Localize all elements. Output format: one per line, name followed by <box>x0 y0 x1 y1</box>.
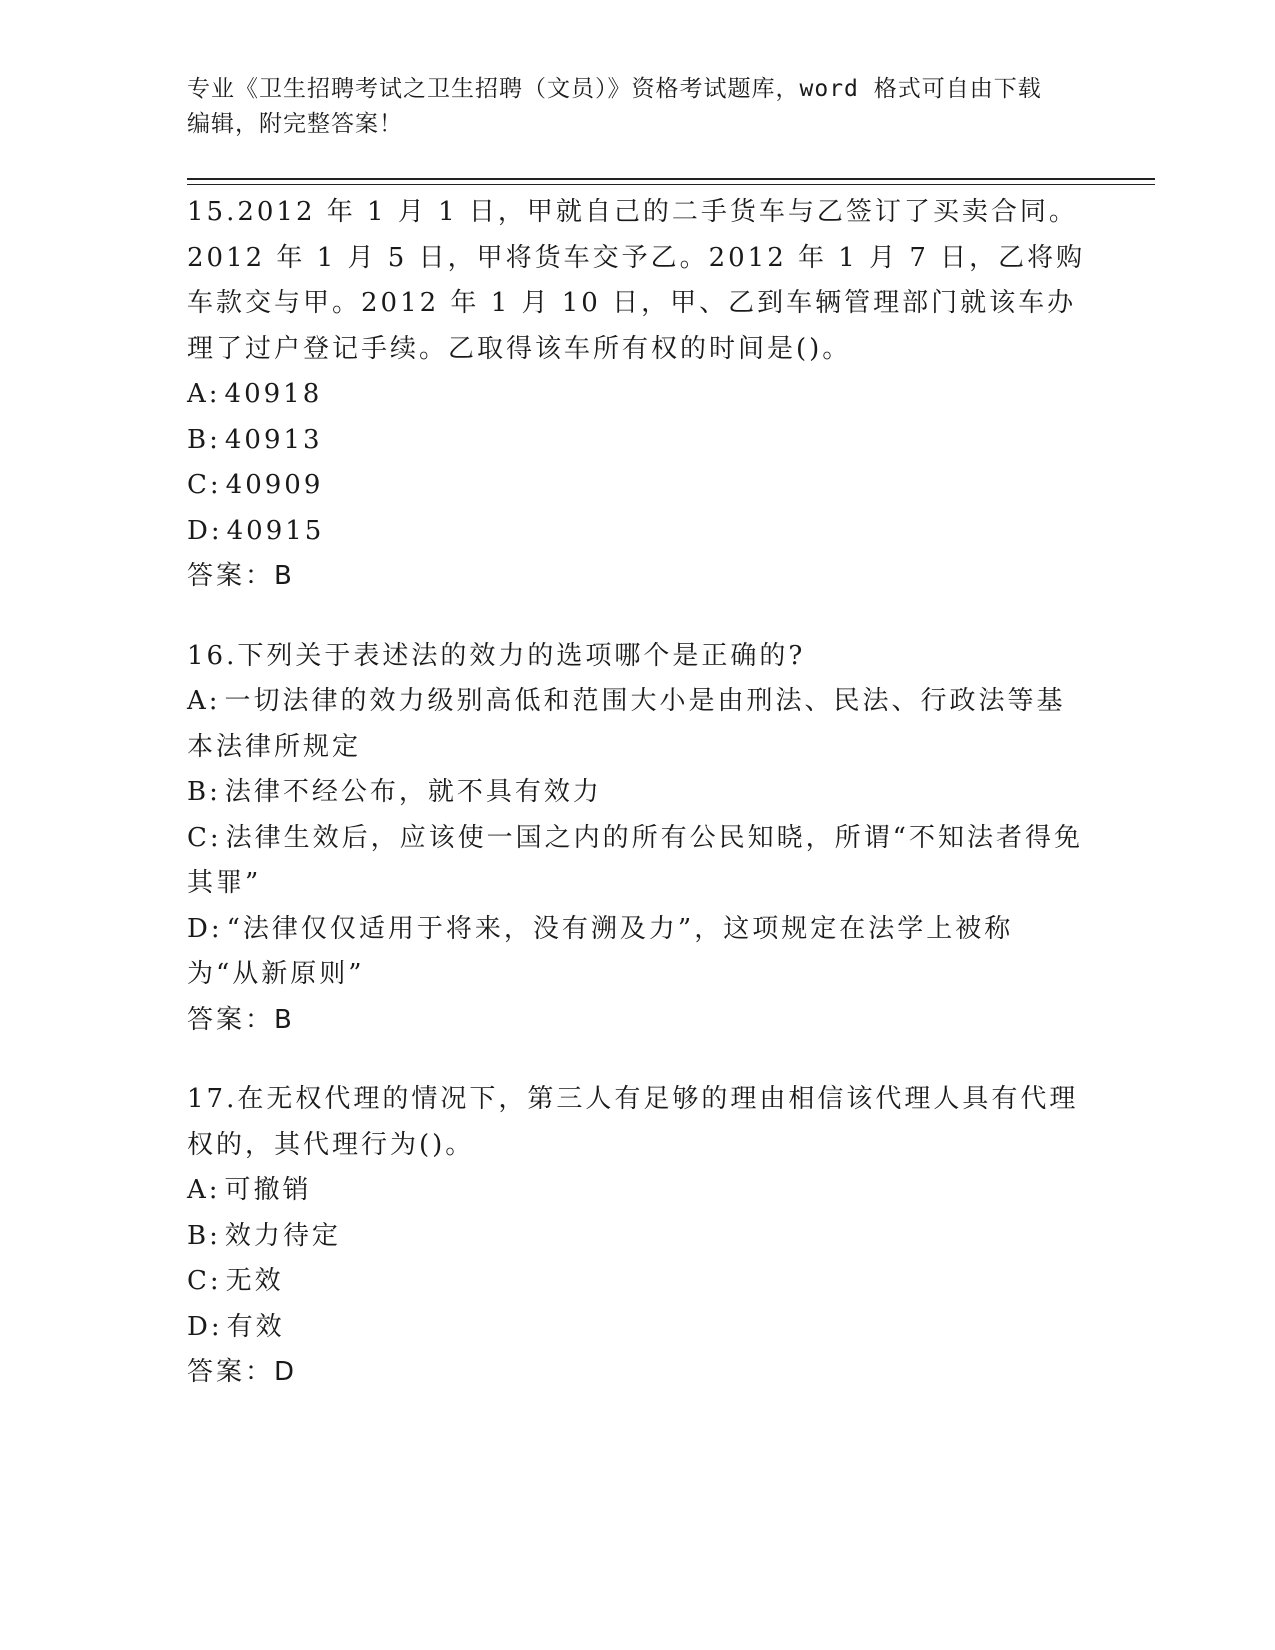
option-b <box>187 418 1087 464</box>
option-c <box>187 463 1087 509</box>
option-c <box>187 816 1087 907</box>
question-17 <box>187 1077 1087 1396</box>
option-key: C: <box>187 470 222 500</box>
question-15 <box>187 190 1087 600</box>
option-key: C: <box>187 822 222 853</box>
option-a <box>187 679 1087 770</box>
header-line-1: 专业《卫生招聘考试之卫生招聘（文员）》资格考试题库，word 格式可自由下载 <box>187 76 1042 102</box>
question-stem: 16.下列关于表述法的效力的选项哪个是正确的? <box>187 640 806 671</box>
option-c <box>187 1259 1087 1305</box>
option-text: 法律不经公布，就不具有效力 <box>224 777 602 807</box>
option-text: 一切法律的效力级别高低和范围大小是由刑法、民法、行政法等基本法律所规定 <box>187 686 1066 762</box>
option-text: 40913 <box>224 424 323 455</box>
option-text: 法律生效后，应该使一国之内的所有公民知晓，所谓“不知法者得免其罪” <box>187 822 1083 898</box>
option-a <box>187 1168 1087 1214</box>
option-key: A: <box>187 1175 221 1205</box>
option-key: D: <box>187 1311 223 1342</box>
option-text: 40918 <box>224 379 323 409</box>
option-text: 无效 <box>225 1266 284 1296</box>
question-list <box>187 190 1087 1396</box>
option-text: 40909 <box>225 470 324 500</box>
option-d <box>187 509 1087 555</box>
option-key: A: <box>187 686 221 716</box>
option-key: C: <box>187 1266 222 1296</box>
question-stem: 17.在无权代理的情况下，第三人有足够的理由相信该代理人具有代理权的，其代理行为()。 <box>187 1084 1079 1160</box>
option-key: D: <box>187 913 223 944</box>
option-a <box>187 372 1087 418</box>
option-key: B: <box>187 1220 221 1251</box>
option-text: “法律仅仅适用于将来，没有溯及力”，这项规定在法学上被称为“从新原则” <box>187 913 1014 989</box>
answer: 答案：D <box>187 1357 298 1387</box>
option-key: A: <box>187 379 221 409</box>
answer: 答案：B <box>187 1004 295 1035</box>
option-b <box>187 770 1087 816</box>
option-key: B: <box>187 777 221 807</box>
header-line-2: 编辑，附完整答案！ <box>187 111 403 137</box>
option-d <box>187 1305 1087 1351</box>
option-d <box>187 907 1087 998</box>
option-key: D: <box>187 515 223 546</box>
question-stem: 15.2012 年 1 月 1 日，甲就自己的二手货车与乙签订了买卖合同。2012 年 1 月 5 日，甲将货车交予乙。2012 年 1 月 7 日，乙将购车款交与甲。2012 年 1 月 10 日，甲、乙到车辆管理部门就该车办理了过户登记手续。乙取得该车所有权的时间是()。 <box>187 197 1086 364</box>
header-divider-thin <box>187 184 1155 185</box>
option-text: 可撤销 <box>224 1175 312 1205</box>
answer: 答案：B <box>187 561 295 591</box>
document-header <box>187 72 1067 142</box>
option-key: B: <box>187 424 221 455</box>
option-text: 40915 <box>226 515 325 546</box>
header-divider-thick <box>187 178 1155 180</box>
question-16 <box>187 634 1087 1044</box>
option-text: 效力待定 <box>224 1220 341 1251</box>
option-text: 有效 <box>226 1311 285 1342</box>
option-b <box>187 1214 1087 1260</box>
